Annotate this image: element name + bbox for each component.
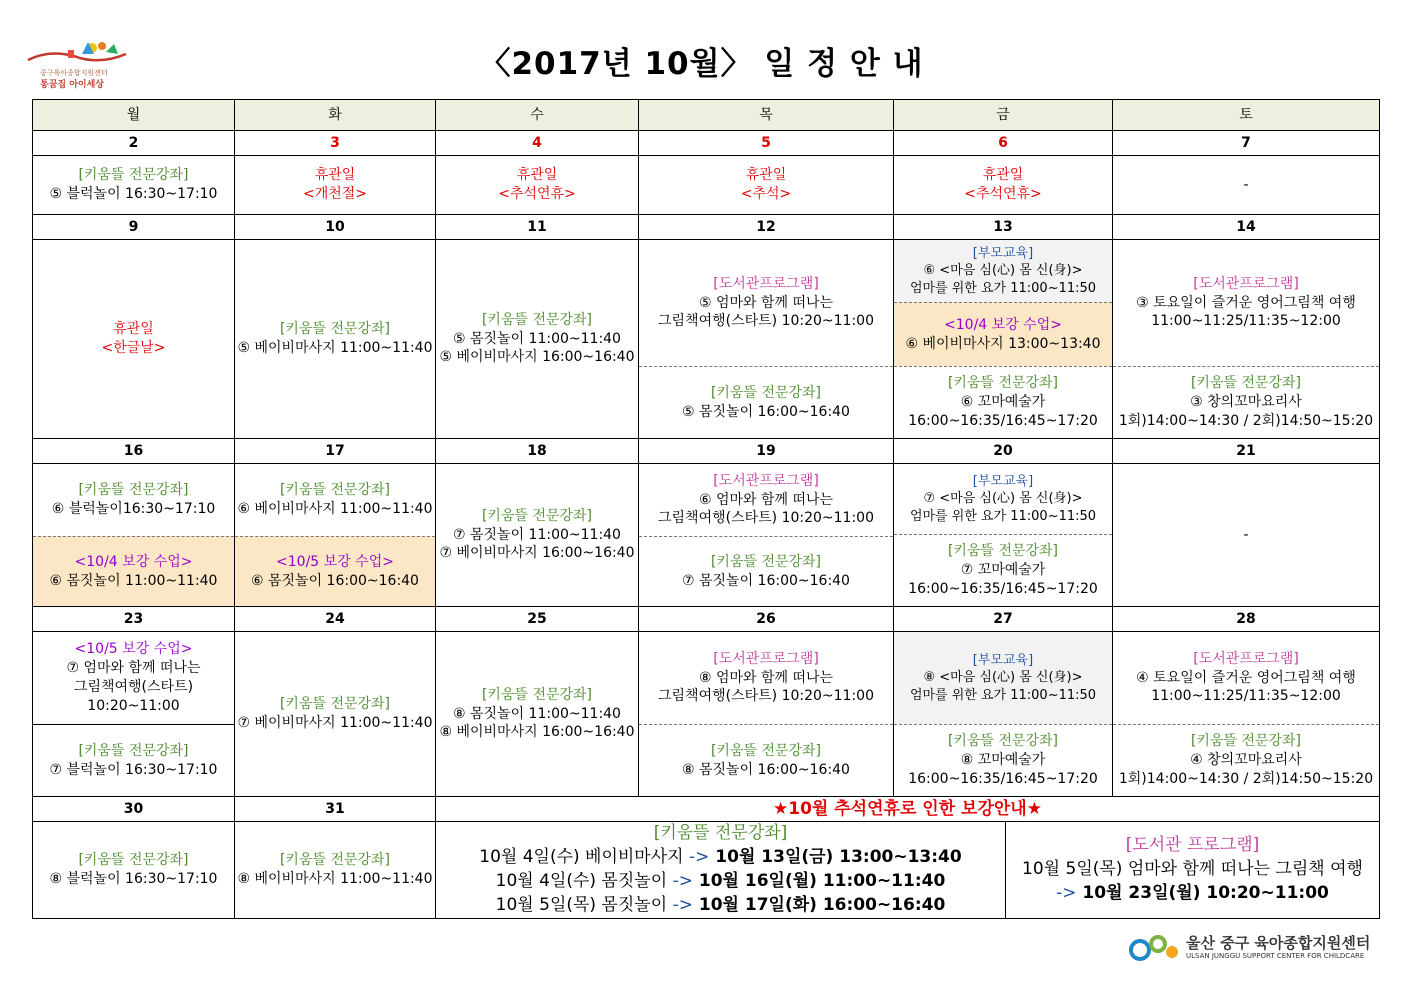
date-cell: 11 bbox=[436, 215, 639, 240]
event-cell bbox=[33, 156, 235, 215]
day-header: 월 bbox=[33, 100, 235, 131]
event-text: ⑥ 블럭놀이16:30~17:10 bbox=[51, 501, 216, 517]
event-text: ⑥ 몸짓놀이 16:00~16:40 bbox=[251, 572, 419, 589]
makeup-to: 10월 13일(금) 13:00~13:40 bbox=[709, 847, 962, 868]
makeup-label: <10/4 보강 수업> bbox=[74, 553, 193, 570]
day-header: 수 bbox=[436, 100, 639, 131]
event-category: [키움뜰 전문강좌] bbox=[279, 482, 391, 499]
event-text: ⑤ 베이비마사지 16:00~16:40 bbox=[439, 349, 635, 366]
empty-cell: - bbox=[1113, 156, 1380, 215]
event-text: 1회)14:00~14:30 / 2회)14:50~15:20 bbox=[1118, 412, 1374, 429]
event-text: ⑤ 엄마와 함께 떠나는 bbox=[698, 294, 834, 311]
date-cell: 30 bbox=[33, 797, 235, 822]
date-cell: 26 bbox=[639, 607, 894, 632]
holiday-label: 휴관일 bbox=[314, 167, 356, 184]
holiday-cell bbox=[33, 240, 235, 439]
event-row bbox=[33, 632, 1380, 797]
event-category: [키움뜰 전문강좌] bbox=[481, 507, 593, 524]
makeup-from: 10월 4일(수) 몸짓놀이 bbox=[495, 871, 673, 891]
day-header: 목 bbox=[639, 100, 894, 131]
date-cell: 19 bbox=[639, 439, 894, 464]
empty-cell: - bbox=[1113, 464, 1380, 607]
date-cell: 27 bbox=[894, 607, 1113, 632]
logo-text-name: 통꿈집 아이세상 bbox=[40, 80, 104, 90]
holiday-label: 휴관일 bbox=[745, 167, 787, 184]
event-text: ⑥ <마음 심(心) 몸 신(身)> bbox=[923, 263, 1083, 279]
event-category: [키움뜰 전문강좌] bbox=[947, 375, 1059, 392]
footer-org-name: 울산 중구 육아종합지원센터 bbox=[1186, 934, 1371, 952]
event-category: [키움뜰 전문강좌] bbox=[481, 311, 593, 328]
event-text: ⑧ 몸짓놀이 11:00~11:40 bbox=[453, 705, 621, 722]
event-category: [키움뜰 전문강좌] bbox=[947, 543, 1059, 560]
event-text: ⑧ 베이비마사지 16:00~16:40 bbox=[439, 724, 635, 741]
event-text: ⑧ 엄마와 함께 떠나는 bbox=[698, 669, 834, 686]
event-text: 그림책여행(스타트) 10:20~11:00 bbox=[658, 313, 874, 330]
date-cell: 5 bbox=[639, 131, 894, 156]
event-category: [부모교육] bbox=[972, 652, 1034, 668]
event-text: ③ 창의꼬마요리사 bbox=[1190, 394, 1302, 411]
event-text: ④ 토요일이 즐거운 영어그림책 여행 bbox=[1136, 669, 1356, 686]
date-cell: 18 bbox=[436, 439, 639, 464]
makeup-label: <10/4 보강 수업> bbox=[944, 316, 1062, 333]
makeup-line bbox=[1006, 882, 1379, 906]
event-category: [키움뜰 전문강좌] bbox=[710, 553, 822, 570]
library-makeup-block bbox=[1006, 822, 1379, 918]
event-category: [도서관프로그램] bbox=[713, 275, 819, 292]
event-category: [키움뜰 전문강좌] bbox=[279, 696, 391, 713]
event-category: [도서관프로그램] bbox=[1193, 650, 1299, 667]
makeup-line bbox=[436, 870, 1005, 894]
event-category: [키움뜰 전문강좌] bbox=[78, 167, 189, 184]
date-cell: 24 bbox=[235, 607, 436, 632]
event-text: ⑦ 꼬마예술가 bbox=[960, 562, 1046, 579]
event-text: ③ 토요일이 즐거운 영어그림책 여행 bbox=[1136, 294, 1356, 311]
event-cell bbox=[235, 240, 436, 439]
event-text: ④ 창의꼬마요리사 bbox=[1190, 752, 1302, 769]
day-header: 금 bbox=[894, 100, 1113, 131]
event-text: ⑦ 베이비마사지 16:00~16:40 bbox=[439, 545, 635, 562]
date-cell: 25 bbox=[436, 607, 639, 632]
date-cell: 4 bbox=[436, 131, 639, 156]
holiday-label: 휴관일 bbox=[113, 321, 154, 338]
holiday-label: 휴관일 bbox=[516, 167, 558, 184]
event-text: ⑥ 베이비마사지 11:00~11:40 bbox=[237, 501, 433, 517]
holiday-name: <추석연휴> bbox=[964, 186, 1042, 202]
date-cell: 23 bbox=[33, 607, 235, 632]
date-row bbox=[33, 797, 1380, 822]
weekday-header-row bbox=[33, 100, 1380, 131]
event-category: [키움뜰 전문강좌] bbox=[279, 852, 391, 869]
event-category: [키움뜰 전문강좌] bbox=[279, 321, 391, 338]
event-row bbox=[33, 822, 1380, 919]
logo-text-small: 중구육아종합지원센터 bbox=[40, 69, 108, 77]
holiday-cell bbox=[436, 156, 639, 215]
event-text: ⑧ 베이비마사지 11:00~11:40 bbox=[237, 871, 433, 887]
event-text: ⑦ 블럭놀이 16:30~17:10 bbox=[49, 761, 218, 778]
event-cell bbox=[1113, 240, 1380, 439]
event-text: 11:00~11:25/11:35~12:00 bbox=[1151, 688, 1341, 705]
event-text: 10:20~11:00 bbox=[87, 697, 180, 714]
event-category: [키움뜰 전문강좌] bbox=[1190, 733, 1302, 750]
event-text: 11:00~11:25/11:35~12:00 bbox=[1151, 313, 1341, 330]
event-cell bbox=[235, 464, 436, 607]
date-row bbox=[33, 131, 1380, 156]
date-cell: 21 bbox=[1113, 439, 1380, 464]
event-text: 엄마를 위한 요가 11:00~11:50 bbox=[909, 687, 1097, 703]
holiday-cell bbox=[235, 156, 436, 215]
holiday-cell bbox=[894, 156, 1113, 215]
date-cell: 17 bbox=[235, 439, 436, 464]
event-category: [도서관프로그램] bbox=[713, 650, 819, 667]
holiday-name: <한글날> bbox=[101, 340, 166, 356]
event-text: 1회)14:00~14:30 / 2회)14:50~15:20 bbox=[1118, 770, 1374, 787]
event-cell bbox=[894, 240, 1113, 439]
event-category: [도서관 프로그램] bbox=[1125, 835, 1260, 856]
event-row bbox=[33, 464, 1380, 607]
event-text: 16:00~16:35/16:45~17:20 bbox=[908, 412, 1098, 429]
makeup-to: 10월 17일(화) 16:00~16:40 bbox=[692, 894, 946, 915]
makeup-from: 10월 4일(수) 베이비마사지 bbox=[479, 847, 689, 868]
date-cell: 6 bbox=[894, 131, 1113, 156]
event-text: 그림책여행(스타트) 10:20~11:00 bbox=[658, 510, 874, 527]
makeup-line bbox=[436, 894, 1005, 918]
event-text: 그림책여행(스타트) 10:20~11:00 bbox=[658, 688, 874, 705]
makeup-label: <10/5 보강 수업> bbox=[74, 641, 193, 658]
event-text: ⑧ 몸짓놀이 16:00~16:40 bbox=[682, 761, 850, 778]
event-text: ⑤ 블럭놀이 16:30~17:10 bbox=[49, 186, 218, 202]
makeup-from: 10월 5일(목) 몸짓놀이 bbox=[495, 894, 673, 915]
event-text: ⑥ 몸짓놀이 11:00~11:40 bbox=[49, 572, 218, 589]
event-cell bbox=[436, 464, 639, 607]
event-cell bbox=[639, 464, 894, 607]
date-cell: 28 bbox=[1113, 607, 1380, 632]
event-cell bbox=[436, 632, 639, 797]
event-text: ⑤ 베이비마사지 11:00~11:40 bbox=[237, 340, 433, 356]
event-text: ⑦ 몸짓놀이 11:00~11:40 bbox=[453, 526, 621, 543]
event-text: ⑤ 몸짓놀이 11:00~11:40 bbox=[453, 330, 621, 347]
date-cell: 9 bbox=[33, 215, 235, 240]
event-text: 16:00~16:35/16:45~17:20 bbox=[908, 580, 1098, 597]
event-cell bbox=[639, 240, 894, 439]
event-text: ⑦ 베이비마사지 11:00~11:40 bbox=[237, 715, 433, 731]
holiday-name: <추석> bbox=[740, 186, 792, 202]
arrow-icon: -> bbox=[672, 871, 693, 891]
event-cell bbox=[235, 632, 436, 797]
event-category: [키움뜰 전문강좌] bbox=[710, 384, 822, 401]
event-text: 엄마를 위한 요가 11:00~11:50 bbox=[909, 508, 1097, 524]
date-row bbox=[33, 439, 1380, 464]
holiday-cell bbox=[639, 156, 894, 215]
event-category: [부모교육] bbox=[972, 245, 1034, 261]
date-cell: 16 bbox=[33, 439, 235, 464]
event-category: [키움뜰 전문강좌] bbox=[481, 686, 593, 703]
event-category: [키움뜰 전문강좌] bbox=[653, 823, 788, 844]
event-category: [부모교육] bbox=[972, 473, 1034, 489]
date-cell: 3 bbox=[235, 131, 436, 156]
event-cell bbox=[33, 632, 235, 797]
event-text: 엄마를 위한 요가 11:00~11:50 bbox=[909, 280, 1097, 296]
date-cell: 12 bbox=[639, 215, 894, 240]
event-category: [키움뜰 전문강좌] bbox=[1190, 375, 1302, 392]
event-text: ⑦ <마음 심(心) 몸 신(身)> bbox=[923, 491, 1083, 507]
event-cell bbox=[33, 464, 235, 607]
event-cell bbox=[436, 240, 639, 439]
event-category: [키움뜰 전문강좌] bbox=[78, 742, 189, 759]
event-category: [키움뜰 전문강좌] bbox=[78, 852, 189, 869]
makeup-label: <10/5 보강 수업> bbox=[276, 553, 394, 570]
event-text: ⑦ 몸짓놀이 16:00~16:40 bbox=[682, 572, 850, 589]
event-cell bbox=[639, 632, 894, 797]
event-text: ⑥ 꼬마예술가 bbox=[960, 394, 1046, 411]
event-cell bbox=[894, 632, 1113, 797]
date-cell: 31 bbox=[235, 797, 436, 822]
arrow-icon: -> bbox=[1056, 882, 1077, 903]
center-emblem-icon bbox=[1128, 930, 1182, 964]
event-text: ⑧ 꼬마예술가 bbox=[960, 752, 1046, 769]
makeup-notice-title: ★10월 추석연휴로 인한 보강안내★ bbox=[436, 797, 1380, 822]
event-text: 16:00~16:35/16:45~17:20 bbox=[908, 770, 1098, 787]
holiday-label: 휴관일 bbox=[982, 167, 1024, 184]
event-cell bbox=[235, 822, 436, 919]
day-header: 토 bbox=[1113, 100, 1380, 131]
event-category: [키움뜰 전문강좌] bbox=[710, 742, 822, 759]
makeup-notice-cell bbox=[436, 822, 1380, 919]
event-cell bbox=[1113, 632, 1380, 797]
date-row bbox=[33, 607, 1380, 632]
event-category: [도서관프로그램] bbox=[713, 472, 819, 489]
schedule-table bbox=[32, 99, 1380, 919]
holiday-name: <개천절> bbox=[302, 186, 368, 202]
footer-logo bbox=[1128, 930, 1373, 964]
date-cell: 20 bbox=[894, 439, 1113, 464]
event-category: [키움뜰 전문강좌] bbox=[947, 733, 1059, 750]
event-row bbox=[33, 156, 1380, 215]
day-header: 화 bbox=[235, 100, 436, 131]
date-cell: 13 bbox=[894, 215, 1113, 240]
date-cell: 7 bbox=[1113, 131, 1380, 156]
event-cell bbox=[33, 822, 235, 919]
date-cell: 10 bbox=[235, 215, 436, 240]
arrow-icon: -> bbox=[672, 894, 693, 915]
event-cell bbox=[894, 464, 1113, 607]
event-category: [키움뜰 전문강좌] bbox=[78, 482, 189, 499]
date-row bbox=[33, 215, 1380, 240]
footer-org-name-en: ULSAN JUNGGU SUPPORT CENTER FOR CHILDCARE bbox=[1186, 952, 1365, 960]
event-text: ⑧ <마음 심(心) 몸 신(身)> bbox=[923, 670, 1083, 686]
makeup-from: 10월 5일(목) 엄마와 함께 떠나는 그림책 여행 bbox=[1022, 859, 1363, 880]
event-text: ⑥ 베이비마사지 13:00~13:40 bbox=[905, 335, 1101, 352]
arrow-icon: -> bbox=[688, 847, 710, 868]
event-text: 그림책여행(스타트) bbox=[73, 679, 194, 695]
makeup-to: 10월 23일(월) 10:20~11:00 bbox=[1076, 882, 1329, 903]
makeup-to: 10월 16일(월) 11:00~11:40 bbox=[692, 871, 946, 891]
event-text: ⑧ 블럭놀이 16:30~17:10 bbox=[49, 871, 218, 887]
event-category: [도서관프로그램] bbox=[1193, 275, 1299, 292]
date-cell: 14 bbox=[1113, 215, 1380, 240]
event-text: ⑤ 몸짓놀이 16:00~16:40 bbox=[682, 403, 850, 420]
holiday-name: <추석연휴> bbox=[498, 186, 576, 202]
lecture-makeup-block bbox=[436, 822, 1006, 918]
date-cell: 2 bbox=[33, 131, 235, 156]
makeup-line bbox=[436, 846, 1005, 870]
event-text: ⑦ 엄마와 함께 떠나는 bbox=[66, 660, 201, 677]
event-row bbox=[33, 240, 1380, 439]
event-text: ⑥ 엄마와 함께 떠나는 bbox=[698, 491, 834, 508]
page-title: 〈2017년 10월〉 일 정 안 내 bbox=[479, 46, 924, 82]
